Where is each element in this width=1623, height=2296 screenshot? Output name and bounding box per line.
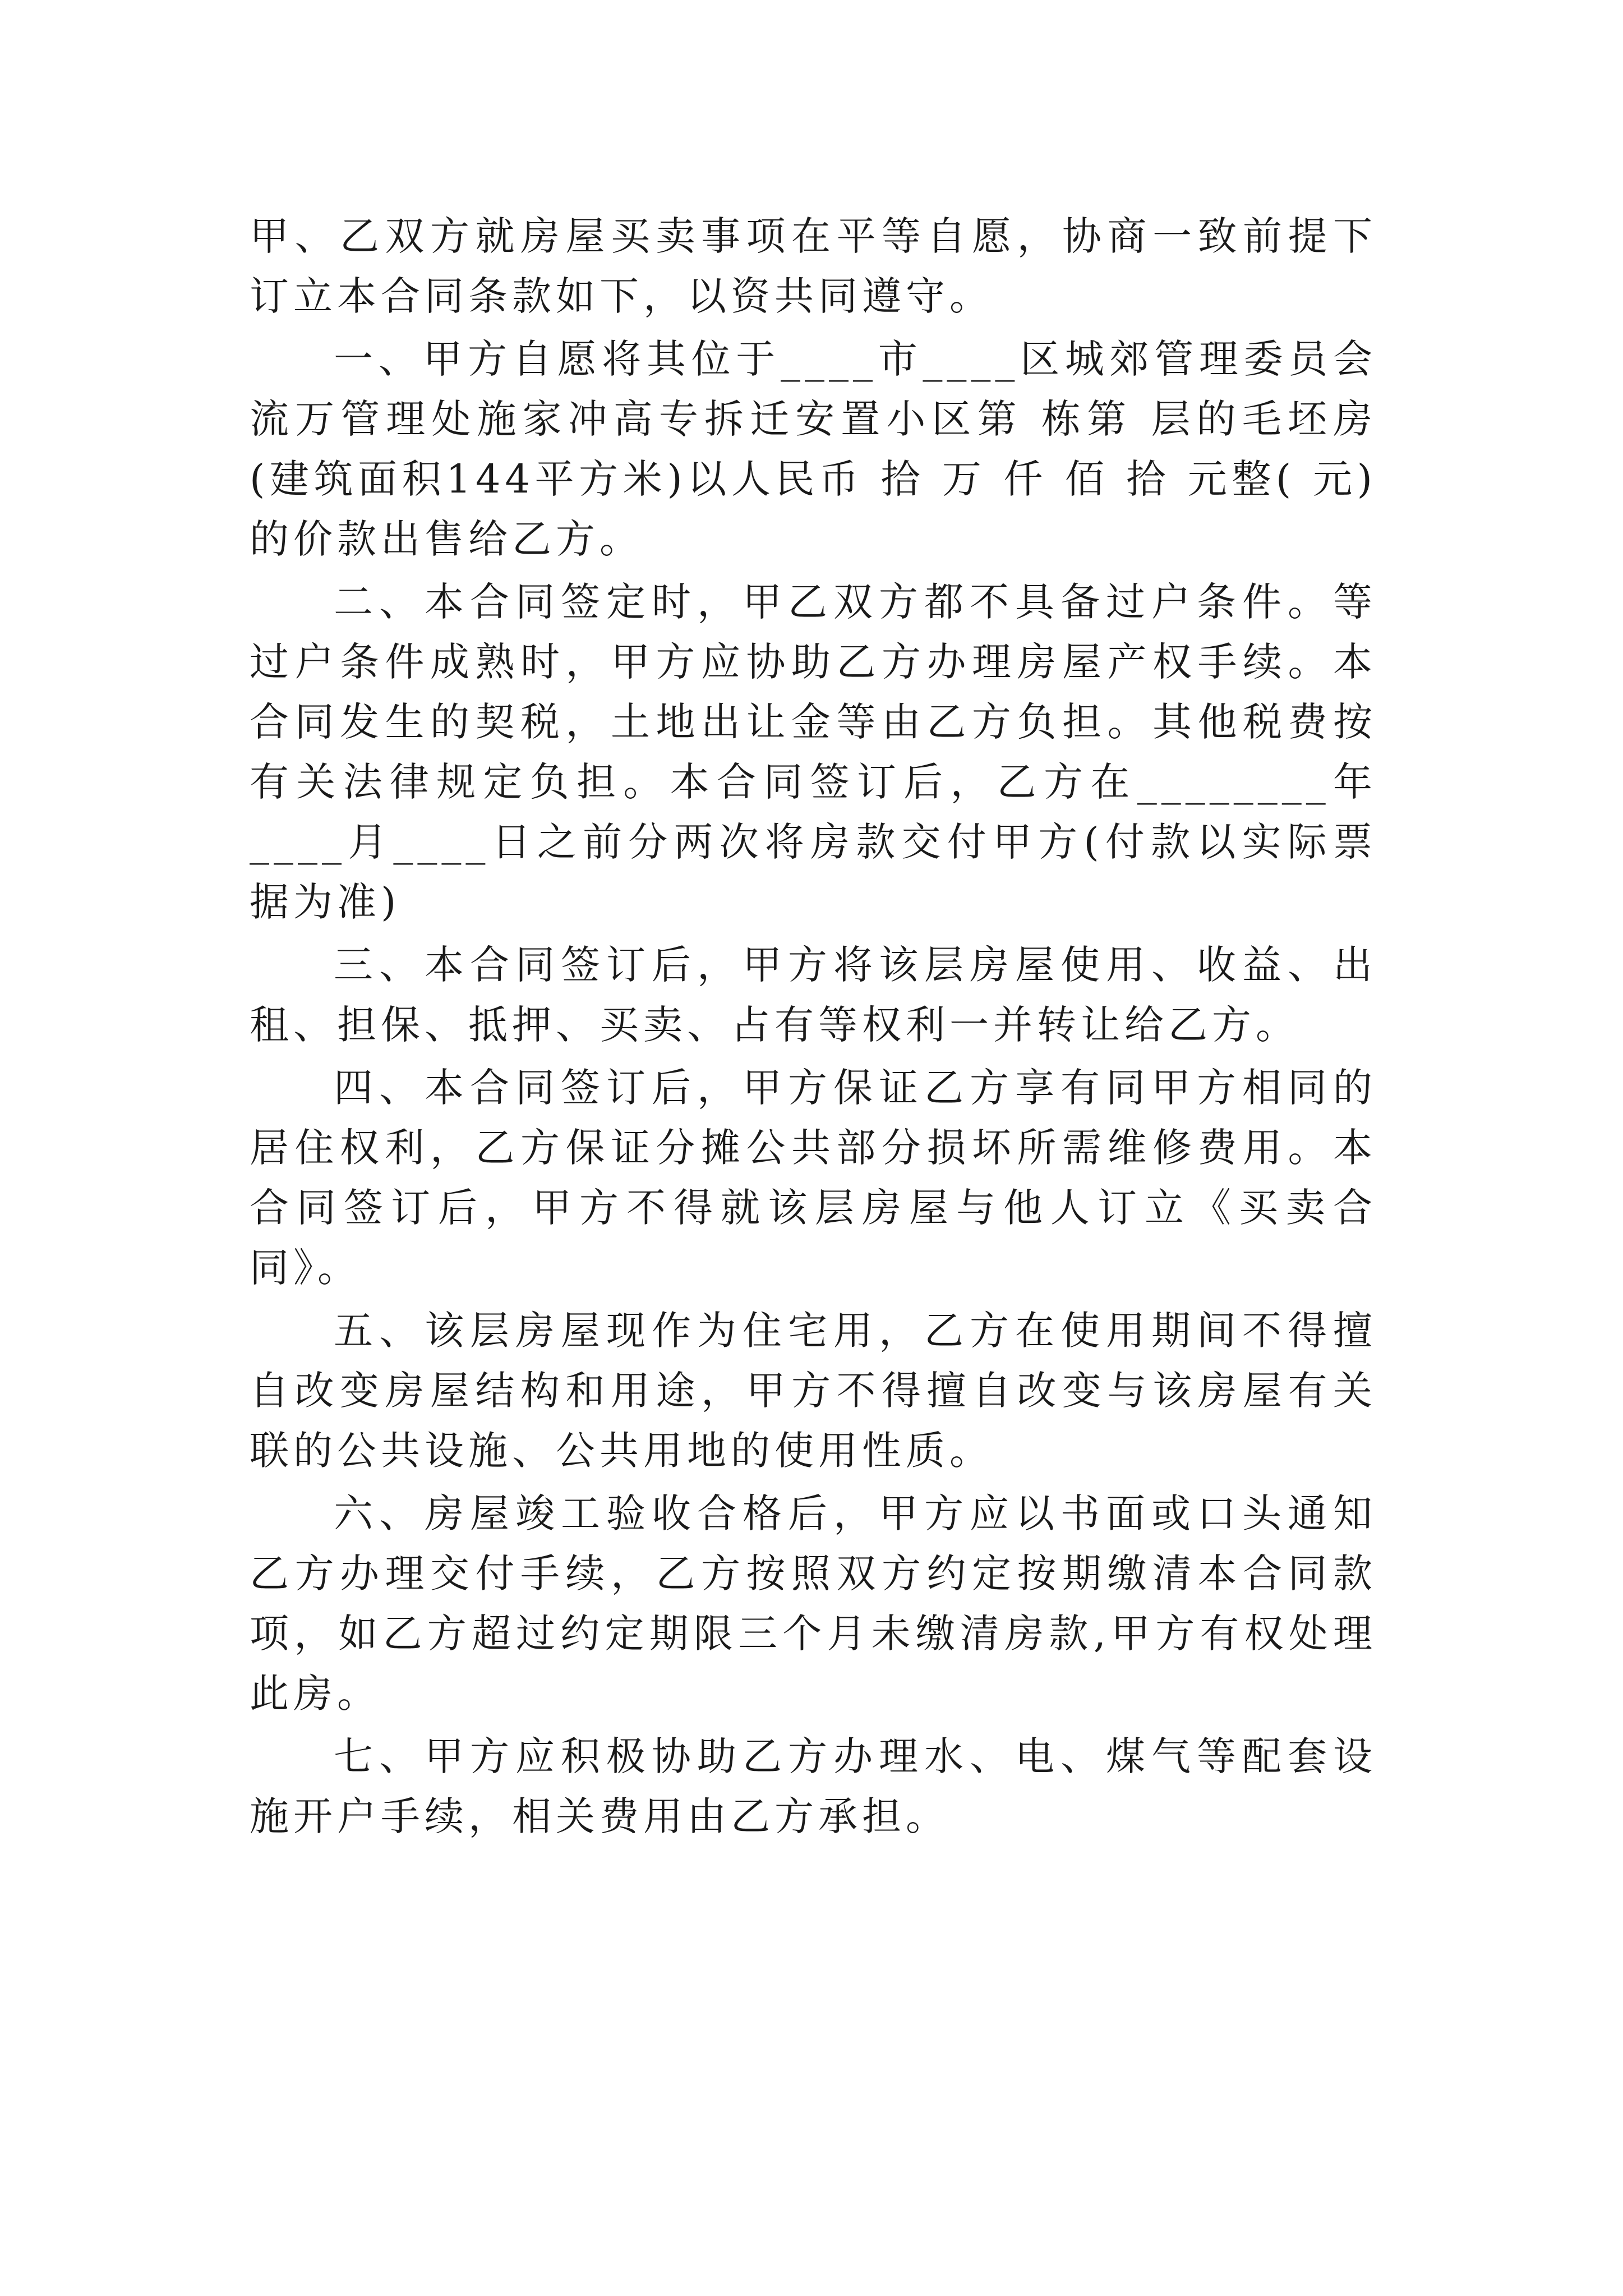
- paragraph-clause-6: 六、房屋竣工验收合格后，甲方应以书面或口头通知乙方办理交付手续，乙方按照双方约定按期缴清本合同款项，如乙方超过约定期限三个月未缴清房款,甲方有权处理此房。: [250, 1490, 1377, 1717]
- paragraph-clause-5: 五、该层房屋现作为住宅用，乙方在使用期间不得擅自改变房屋结构和用途，甲方不得擅自改变与该房屋有关联的公共设施、公共用地的使用性质。: [250, 1308, 1377, 1474]
- paragraph-clause-7: 七、甲方应积极协助乙方办理水、电、煤气等配套设施开户手续，相关费用由乙方承担。: [250, 1733, 1377, 1839]
- paragraph-clause-4: 四、本合同签订后，甲方保证乙方享有同甲方相同的居住权利，乙方保证分摊公共部分损坏所需维修费用。本合同签订后，甲方不得就该层房屋与他人订立《买卖合同》。: [250, 1065, 1377, 1291]
- contract-body: [250, 206, 1377, 1847]
- paragraph-intro: 甲、乙双方就房屋买卖事项在平等自愿，协商一致前提下订立本合同条款如下，以资共同遵守。: [250, 213, 1377, 319]
- paragraph-clause-1: 一、甲方自愿将其位于____市____区城郊管理委员会流万管理处施家冲高专拆迁安置小区第 栋第 层的毛坯房(建筑面积144平方米)以人民币 拾 万 仟 佰 拾 元整( 元)的价款出售给乙方。: [250, 336, 1377, 562]
- paragraph-clause-3: 三、本合同签订后，甲方将该层房屋使用、收益、出租、担保、抵押、买卖、占有等权利一并转让给乙方。: [250, 942, 1377, 1048]
- paragraph-clause-2: 二、本合同签定时，甲乙双方都不具备过户条件。等过户条件成熟时，甲方应协助乙方办理房屋产权手续。本合同发生的契税，土地出让金等由乙方负担。其他税费按有关法律规定负担。本合同签订后，乙方在________年____月____日之前分两次将房款交付甲方(付款以实际票据为准): [250, 579, 1377, 925]
